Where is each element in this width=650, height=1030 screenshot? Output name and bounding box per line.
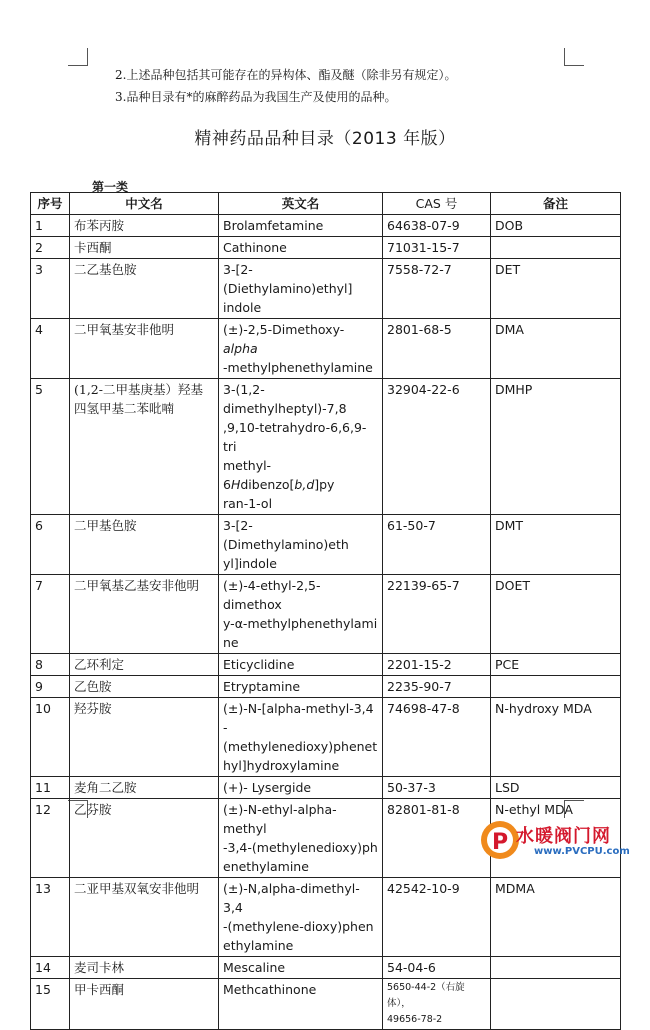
cell-en: (±)-N,alpha-dimethyl-3,4 -(methylene-dioxy)phen ethylamine — [219, 878, 383, 957]
cell-en: (±)-N-[alpha-methyl-3,4 -(methylenedioxy)phenet hyl]hydroxylamine — [219, 698, 383, 777]
watermark-text: 水暖阀门网 — [516, 826, 611, 847]
cell-note: N-ethyl MDA — [491, 799, 621, 878]
table-row — [31, 215, 621, 237]
cell-cn: 乙芬胺 — [70, 799, 219, 878]
cell-cn: 麦司卡林 — [70, 957, 219, 979]
watermark-url: www.PVCPU.com — [534, 846, 630, 857]
cell-no: 15 — [31, 979, 70, 1030]
cell-en: Mescaline — [219, 957, 383, 979]
cell-cn: 二甲氧基乙基安非他明 — [70, 575, 219, 654]
cell-note: DMHP — [491, 379, 621, 515]
cell-no: 6 — [31, 515, 70, 575]
cell-note — [491, 237, 621, 259]
cell-en: 3-(1,2-dimethylheptyl)-7,8 ,9,10-tetrahydro-6,6,9-tri methyl-6Hdibenzo[b,d]py ran-1-ol — [219, 379, 383, 515]
cell-no: 7 — [31, 575, 70, 654]
cell-no: 5 — [31, 379, 70, 515]
cell-cas: 50-37-3 — [383, 777, 491, 799]
cell-no: 3 — [31, 259, 70, 319]
cell-en: (±)-4-ethyl-2,5-dimethox y-α-methylphenethylami ne — [219, 575, 383, 654]
cell-en: (±)-2,5-Dimethoxy-alpha -methylphenethylamine — [219, 319, 383, 379]
cell-note — [491, 676, 621, 698]
header-cn: 中文名 — [70, 193, 219, 215]
cell-cas: 42542-10-9 — [383, 878, 491, 957]
table-row — [31, 237, 621, 259]
cell-note: MDMA — [491, 878, 621, 957]
table-row — [31, 259, 621, 319]
header-note: 备注 — [491, 193, 621, 215]
table-row — [31, 515, 621, 575]
table-row — [31, 698, 621, 777]
cell-cas: 71031-15-7 — [383, 237, 491, 259]
cell-cn: 乙环利定 — [70, 654, 219, 676]
cell-no: 1 — [31, 215, 70, 237]
note-2: 2.上述品种包括其可能存在的异构体、酯及醚（除非另有规定）。 — [115, 68, 457, 82]
cell-cas: 22139-65-7 — [383, 575, 491, 654]
cell-en: Methcathinone — [219, 979, 383, 1030]
watermark — [478, 812, 648, 864]
header-en: 英文名 — [219, 193, 383, 215]
cell-no: 10 — [31, 698, 70, 777]
cell-cas: 5650-44-2（右旋体）， 49656-78-2 — [383, 979, 491, 1030]
cell-no: 2 — [31, 237, 70, 259]
cell-cn: 麦角二乙胺 — [70, 777, 219, 799]
cell-no: 9 — [31, 676, 70, 698]
table-row — [31, 319, 621, 379]
cell-note: PCE — [491, 654, 621, 676]
table-row — [31, 878, 621, 957]
crop-mark-top-left-h — [68, 65, 87, 66]
drug-table — [30, 192, 621, 1030]
cell-note: N-hydroxy MDA — [491, 698, 621, 777]
header-cas: CAS 号 — [383, 193, 491, 215]
cell-cas: 32904-22-6 — [383, 379, 491, 515]
cell-no: 13 — [31, 878, 70, 957]
header-no: 序号 — [31, 193, 70, 215]
table-row — [31, 777, 621, 799]
table-row — [31, 654, 621, 676]
table-row — [31, 957, 621, 979]
cell-cas: 2201-15-2 — [383, 654, 491, 676]
cell-cn: 布苯丙胺 — [70, 215, 219, 237]
cell-cas: 54-04-6 — [383, 957, 491, 979]
cell-note — [491, 957, 621, 979]
cell-cn: 二亚甲基双氧安非他明 — [70, 878, 219, 957]
table-row — [31, 676, 621, 698]
note-3: 3.品种目录有*的麻醉药品为我国生产及使用的品种。 — [115, 90, 397, 104]
cell-en: 3-[2-(Diethylamino)ethyl] indole — [219, 259, 383, 319]
cell-cas: 82801-81-8 — [383, 799, 491, 878]
crop-mark-top-right-v — [564, 48, 565, 66]
cell-cas: 74698-47-8 — [383, 698, 491, 777]
cell-note: DET — [491, 259, 621, 319]
cell-cas: 61-50-7 — [383, 515, 491, 575]
cell-en: Cathinone — [219, 237, 383, 259]
page-title: 精神药品品种目录（2013 年版） — [194, 129, 456, 149]
table-row — [31, 379, 621, 515]
cell-cn: 羟芬胺 — [70, 698, 219, 777]
cell-no: 12 — [31, 799, 70, 878]
cell-en: (+)- Lysergide — [219, 777, 383, 799]
cell-en: (±)-N-ethyl-alpha-methyl -3,4-(methylenedioxy)ph enethylamine — [219, 799, 383, 878]
cell-en: 3-[2-(Dimethylamino)eth yl]indole — [219, 515, 383, 575]
cell-cn: (1,2-二甲基庚基）羟基四氢甲基二苯吡喃 — [70, 379, 219, 515]
cell-cn: 二甲基色胺 — [70, 515, 219, 575]
cell-cas: 64638-07-9 — [383, 215, 491, 237]
cell-cn: 甲卡西酮 — [70, 979, 219, 1030]
cell-cas: 2801-68-5 — [383, 319, 491, 379]
cell-cn: 二乙基色胺 — [70, 259, 219, 319]
cell-cn: 二甲氧基安非他明 — [70, 319, 219, 379]
cell-cn: 乙色胺 — [70, 676, 219, 698]
cell-en: Eticyclidine — [219, 654, 383, 676]
cell-no: 14 — [31, 957, 70, 979]
table-row — [31, 575, 621, 654]
category-label: 第一类 — [92, 180, 129, 194]
cell-cas: 2235-90-7 — [383, 676, 491, 698]
crop-mark-top-left-v — [87, 48, 88, 66]
cell-en: Etryptamine — [219, 676, 383, 698]
svg-text:P: P — [492, 830, 509, 855]
cell-cn: 卡西酮 — [70, 237, 219, 259]
table-header-row — [31, 193, 621, 215]
cell-cas: 7558-72-7 — [383, 259, 491, 319]
crop-mark-top-right-h — [565, 65, 584, 66]
cell-note: DMA — [491, 319, 621, 379]
cell-no: 8 — [31, 654, 70, 676]
cell-note: DOET — [491, 575, 621, 654]
cell-note — [491, 979, 621, 1030]
cell-note: LSD — [491, 777, 621, 799]
cell-en: Brolamfetamine — [219, 215, 383, 237]
cell-no: 11 — [31, 777, 70, 799]
cell-no: 4 — [31, 319, 70, 379]
cell-note: DOB — [491, 215, 621, 237]
cell-note: DMT — [491, 515, 621, 575]
table-row — [31, 979, 621, 1030]
